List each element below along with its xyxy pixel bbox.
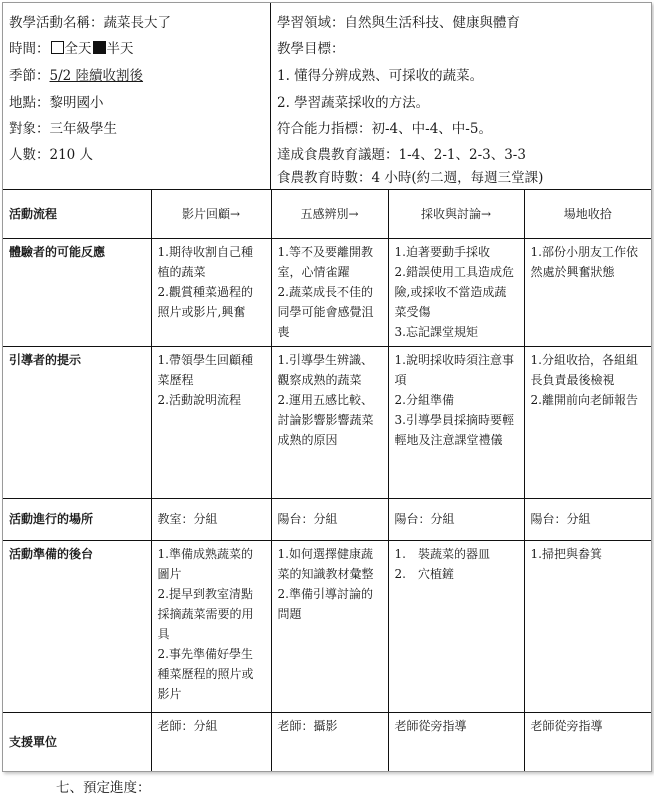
table-cell: 老師：分組 bbox=[151, 712, 271, 771]
table-cell: 老師：攝影 bbox=[271, 712, 388, 771]
table-row bbox=[3, 346, 651, 498]
table-row bbox=[3, 540, 651, 712]
table-cell bbox=[524, 346, 651, 498]
cell-line: 1.掃把與畚箕 bbox=[530, 546, 602, 561]
season-value: 5/2 陸續收割後 bbox=[49, 68, 144, 84]
row-label-guide-hints: 引導者的提示 bbox=[3, 346, 151, 498]
activity-flow-table bbox=[3, 190, 651, 771]
table-cell bbox=[271, 238, 388, 346]
row-label-support: 支援單位 bbox=[3, 712, 151, 771]
goal-item-1: 1. 懂得分辨成熟、可採收的蔬菜。 bbox=[277, 68, 484, 84]
full-day-label: 全天 bbox=[64, 41, 92, 57]
cell-line: 1.期待收割自己種植的蔬菜 bbox=[157, 244, 253, 279]
cell-line: 1.等不及要離開教室，心情雀躍 bbox=[277, 244, 373, 279]
header-block bbox=[3, 3, 651, 190]
time-label: 時間： bbox=[9, 41, 50, 57]
food-education-issues: 達成食農教育議題：1-4、2-1、2-3、3-3 bbox=[277, 147, 526, 163]
competency-indicators: 符合能力指標：初-4、中-4、中-5。 bbox=[277, 121, 492, 137]
season-label: 季節： bbox=[9, 68, 50, 84]
cell-line: 2.準備引導討論的問題 bbox=[277, 586, 373, 621]
table-cell: 老師從旁指導 bbox=[524, 712, 651, 771]
learning-domain: 學習領域：自然與生活科技、健康與體育 bbox=[277, 15, 520, 31]
table-cell bbox=[524, 540, 651, 712]
cell-line: 2.蔬菜成長不佳的同學可能會感覺沮喪 bbox=[277, 284, 374, 339]
location: 地點：黎明國小 bbox=[9, 95, 104, 111]
table-cell: 老師從旁指導 bbox=[388, 712, 524, 771]
table-cell bbox=[151, 346, 271, 498]
table-row bbox=[3, 498, 651, 540]
table-row bbox=[3, 238, 651, 346]
column-header-video-review: 影片回顧→ bbox=[151, 190, 271, 238]
cell-line: 1.部份小朋友工作依然處於興奮狀態 bbox=[530, 244, 638, 279]
cell-line: 2.分組準備 bbox=[394, 392, 454, 407]
table-cell bbox=[151, 238, 271, 346]
goal-title: 教學目標： bbox=[277, 41, 345, 57]
cell-line: 2.活動說明流程 bbox=[157, 392, 241, 407]
student-count: 人數：210 人 bbox=[9, 147, 94, 163]
cell-line: 2.提早到教室清點採摘蔬菜需要的用具 bbox=[157, 586, 254, 641]
cell-line: 2.運用五感比較、討論影響影響蔬菜成熟的原因 bbox=[277, 392, 374, 447]
table-row bbox=[3, 712, 651, 771]
table-cell bbox=[388, 238, 524, 346]
table-cell: 陽台：分組 bbox=[388, 498, 524, 540]
cell-line: 1.準備成熟蔬菜的圖片 bbox=[157, 546, 253, 581]
column-header-harvest: 採收與討論→ bbox=[388, 190, 524, 238]
cell-line: 3.忘記課堂規矩 bbox=[394, 324, 478, 339]
column-header-five-senses: 五感辨別→ bbox=[271, 190, 388, 238]
goal-item-2: 2. 學習蔬菜採收的方法。 bbox=[277, 95, 430, 111]
cell-line: 1.帶領學生回顧種菜歷程 bbox=[157, 352, 253, 387]
cell-line: 1.如何選擇健康蔬菜的知識教材彙整 bbox=[277, 546, 374, 581]
season-line bbox=[9, 67, 143, 85]
table-cell: 陽台：分組 bbox=[524, 498, 651, 540]
audience: 對象：三年級學生 bbox=[9, 121, 117, 137]
table-header-row bbox=[3, 190, 651, 238]
row-label-venue: 活動進行的場所 bbox=[3, 498, 151, 540]
cell-line: 2.事先準備好學生種菜歷程的照片或影片 bbox=[157, 646, 254, 701]
cell-line: 1.引導學生辨識、觀察成熟的蔬菜 bbox=[277, 352, 373, 387]
cell-line: 2.離開前向老師報告 bbox=[530, 392, 638, 407]
half-day-checkbox[interactable] bbox=[93, 41, 106, 54]
time-line bbox=[9, 40, 134, 58]
full-day-checkbox[interactable] bbox=[51, 41, 64, 54]
activity-name: 教學活動名稱：蔬菜長大了 bbox=[9, 15, 171, 31]
table-cell bbox=[388, 346, 524, 498]
cell-line: 2.觀賞種菜過程的照片或影片,興奮 bbox=[157, 284, 253, 319]
lesson-plan-sheet bbox=[2, 2, 652, 772]
next-section-heading: 七、預定進度： bbox=[56, 780, 151, 796]
table-cell bbox=[271, 346, 388, 498]
table-cell: 陽台：分組 bbox=[271, 498, 388, 540]
food-education-hours: 食農教育時數：4 小時(約二週，每週三堂課) bbox=[277, 170, 544, 186]
table-cell: 教室：分組 bbox=[151, 498, 271, 540]
header-right-panel bbox=[271, 3, 651, 189]
table-cell bbox=[524, 238, 651, 346]
cell-line: 2. 穴植鏟 bbox=[394, 566, 454, 581]
cell-line: 1.迫著要動手採收 bbox=[394, 244, 490, 259]
cell-line: 3.引導學員採摘時要輕輕地及注意課堂禮儀 bbox=[394, 412, 514, 447]
cell-line: 2.錯誤使用工具造成危險,或採收不當造成蔬菜受傷 bbox=[394, 264, 514, 319]
cell-line: 1.分組收拾，各組組長負責最後檢視 bbox=[530, 352, 638, 387]
column-header-flow: 活動流程 bbox=[3, 190, 151, 238]
row-label-backstage: 活動準備的後台 bbox=[3, 540, 151, 712]
table-cell bbox=[151, 540, 271, 712]
column-header-cleanup: 場地收拾 bbox=[524, 190, 651, 238]
cell-line: 1. 裝蔬菜的器皿 bbox=[394, 546, 490, 561]
cell-line: 1.說明採收時須注意事項 bbox=[394, 352, 514, 387]
row-label-reactions: 體驗者的可能反應 bbox=[3, 238, 151, 346]
header-left-panel bbox=[3, 3, 271, 189]
table-cell bbox=[271, 540, 388, 712]
half-day-label: 半天 bbox=[106, 41, 134, 57]
table-cell bbox=[388, 540, 524, 712]
